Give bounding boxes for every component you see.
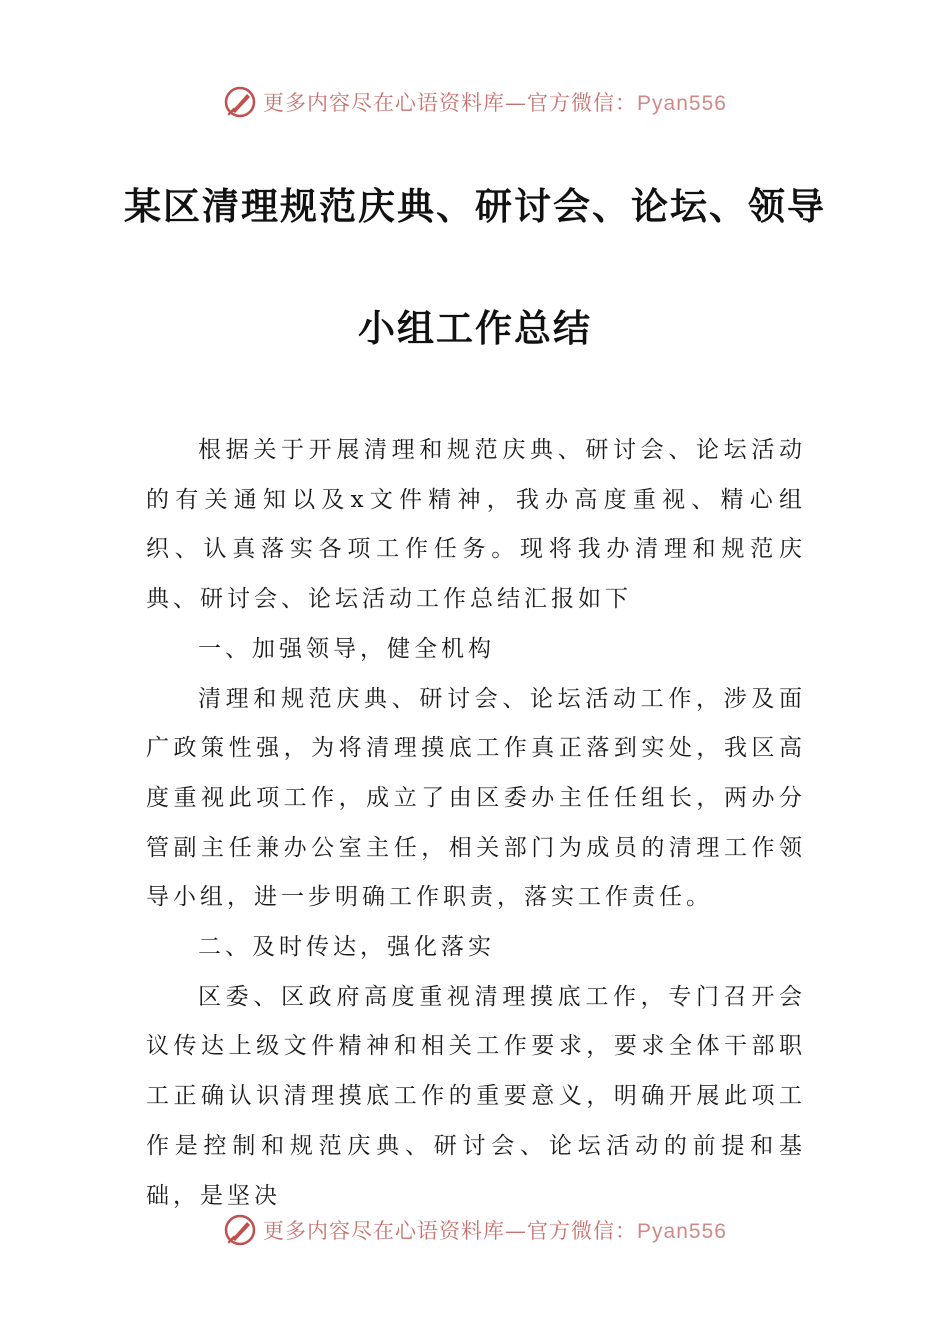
paragraph-section-1: 清理和规范庆典、研讨会、论坛活动工作，涉及面广政策性强，为将清理摸底工作真正落到实处，我区高度重视此项工作，成立了由区委办主任任组长，两办分管副主任兼办公室主任，相关部门为成员的清理工作领导小组，进一步明确工作职责，落实工作责任。: [146, 685, 806, 911]
paragraph-intro: 根据关于开展清理和规范庆典、研讨会、论坛活动的有关通知以及x文件精神，我办高度重视、精心组织、认真落实各项工作任务。现将我办清理和规范庆典、研讨会、论坛活动工作总结汇报如下: [146, 437, 806, 613]
paragraph-section-2: 区委、区政府高度重视清理摸底工作，专门召开会议传达上级文件精神和相关工作要求，要求全体干部职工正确认识清理摸底工作的重要意义，明确开展此项工作是控制和规范庆典、研讨会、论坛活动的前提和基础，是坚决: [146, 983, 806, 1209]
watermark-text: [263, 87, 727, 117]
section-heading-1: 一、加强领导，健全机构: [198, 635, 495, 662]
wechat-id: Pyan556: [637, 92, 727, 115]
watermark-prefix: 更多内容尽在心语资料库—官方微信：: [263, 1219, 638, 1243]
top-watermark-banner: [0, 82, 950, 122]
section-heading-2: 二、及时传达，强化落实: [198, 934, 495, 961]
document-title-line-2: 小组工作总结: [358, 306, 592, 350]
wechat-id: Pyan556: [637, 1220, 727, 1243]
quill-logo-icon: [223, 1213, 257, 1247]
watermark-text: [263, 1215, 727, 1245]
document-title-line-1: 某区清理规范庆典、研讨会、论坛、领导: [124, 184, 826, 228]
document-body: [146, 426, 806, 1221]
watermark-prefix: 更多内容尽在心语资料库—官方微信：: [263, 91, 638, 115]
bottom-watermark-banner: [0, 1210, 950, 1250]
quill-logo-icon: [223, 85, 257, 119]
